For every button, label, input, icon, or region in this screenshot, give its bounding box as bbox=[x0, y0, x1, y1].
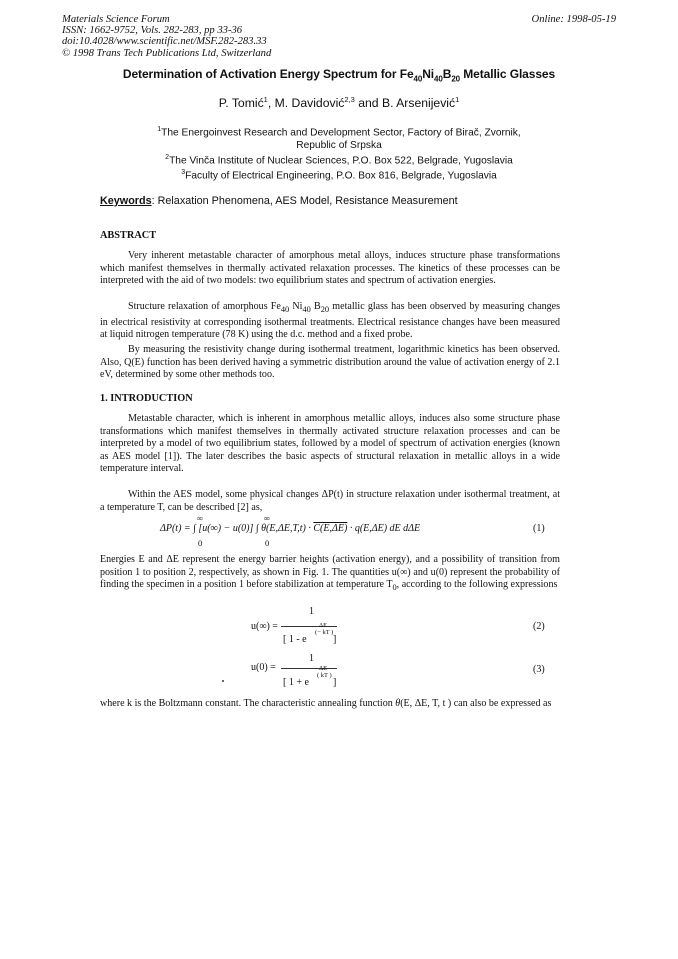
copyright-line: © 1998 Trans Tech Publications Ltd, Switzerland bbox=[62, 47, 272, 59]
paper-title: Determination of Activation Energy Spectrum for $Fe_{40}Ni_{40}B_{20}$ Metallic Glasses bbox=[122, 67, 556, 84]
online-date: Online: 1998-05-19 bbox=[531, 14, 616, 25]
author-name: B. Arsenijević bbox=[381, 96, 456, 111]
keywords-label: Keywords bbox=[100, 195, 152, 207]
equation-1-number: (1) bbox=[533, 523, 545, 534]
journal-name: Materials Science Forum bbox=[62, 14, 170, 25]
author-list: P. Tomić$^1$, M. Davidović$^{2,3}$ and B. Arsenijević$^1$ bbox=[218, 95, 460, 111]
intro-paragraph-4: where k is the Boltzmann constant. The characteristic annealing function θ(E, ΔE, T, t ) can also be expressed as bbox=[100, 698, 552, 709]
intro-paragraph-2: Within the AES model, some physical changes ΔP(t) in structure relaxation under isothermal treatment, at a temperature T, can be described [2] as, bbox=[100, 489, 560, 513]
issn-line: ISSN: 1662-9752, Vols. 282-283, pp 33-36 bbox=[62, 25, 243, 37]
keywords-text: : Relaxation Phenomena, AES Model, Resistance Measurement bbox=[151, 195, 458, 207]
affiliation-1: $^1$The Energoinvest Research and Development Sector, Factory of Birač, Zvornik, Republic of Srpska bbox=[157, 126, 521, 152]
equation-1-body: ΔP(t) = ∫ [u(∞) − u(0)] ∫ θ(E,ΔE,T,t) · C(E,ΔE) · q(E,ΔE) dE dΔE bbox=[160, 523, 421, 534]
journal-header bbox=[62, 14, 482, 59]
keywords bbox=[100, 195, 458, 207]
abstract-paragraph-3: By measuring the resistivity change during isothermal treatment, logarithmic kinetics has been observed. Also, Q(E) function has been derived having a symmetric distribution around the value of activation energy of 2.1 eV, determined by some other methods too. bbox=[100, 344, 560, 381]
affiliation-2: $^2$The Vinča Institute of Nuclear Sciences, P.O. Box 522, Belgrade, Yugoslavia bbox=[165, 154, 513, 167]
abstract-paragraph-2: Structure relaxation of amorphous $Fe_{40}$ $Ni_{40}$ $B_{20}$ metallic glass has been observed by measuring changes in electrical resistivity at corresponding isothermal treatments. Electrical resistance changes have been measured at liquid nitrogen temperature (78 K) using the d.c. method and a fixed probe. bbox=[100, 301, 561, 341]
intro-paragraph-3: Energies E and ΔE represent the energy barrier heights (activation energy), and a possibility of transition from position 1 to position 2, respectively, as shown in Fig. 1. The quantities u(∞) and u(0) represent the probability of finding the specimen in a position 1 before stabilization at temperature $T_0$, according to the following expressions bbox=[100, 554, 560, 593]
abstract-paragraph-1: Very inherent metastable character of amorphous metal alloys, induces structure phase transformations which manifest themselves in thermally activated relaxation processes. The kinetics of these processes can be interpreted with the aid of two models: two equilibrium states and spectrum of activation energies. bbox=[100, 250, 560, 287]
equation-2-number: (2) bbox=[533, 621, 545, 632]
intro-paragraph-1: Metastable character, which is inherent in amorphous metallic alloys, induces also some structure phase transformations which manifest themselves in thermally activated structure relaxation processes and can be interpreted by a model of two equilibrium states, followed by a model of spectrum of activation energies (known as AES model [1]). The later describes the basic aspects of structural relaxation in metallic alloys in a wide temperature interval. bbox=[100, 413, 560, 475]
affiliation-3: $^3$Faculty of Electrical Engineering, P.O. Box 816, Belgrade, Yugoslavia bbox=[181, 169, 497, 182]
equation-3-number: (3) bbox=[533, 664, 545, 675]
stray-dot bbox=[222, 680, 224, 682]
author-name: M. Davidović bbox=[274, 96, 345, 111]
paper-page: Materials Science Forum ISSN: 1662-9752, Vols. 282-283, pp 33-36 doi:10.4028/www.scientific.net/MSF.282-283.33 © 1998 Trans Tech Publications Ltd, Switzerland Online: 1998-05-19 Determination of Activation Energy Spectrum for $Fe_{40}Ni_{40}B_{20}$ Metallic Glasses P. Tomić$^1$, M. Davidović$^{2,3}$ and B. Arsenijević$^1$ $^1$The Energoinvest Research and Development Sector, Factory of Birač, Zvornik, Republic of Srpska $^2$The Vinča Institute of Nuclear Sciences, P.O. Box 522, Belgrade, Yugoslavia $^3$Faculty of Electrical Engineering, P.O. Box 816, Belgrade, Yugoslavia Keywords: Relaxation Phenomena, AES Model, Resistance Measurement ABSTRACT Very inherent metastable character of amorphous metal alloys, induces structure phase transformations which manifest themselves in thermally activated relaxation processes. The kinetics of these processes can be interpreted with the aid of two models: two equilibrium states and spectrum of activation energies. Structure relaxation of amorphous $Fe_{40}$ $Ni_{40}$ $B_{20}$ metallic glass has been observed by measuring changes in electrical resistivity at corresponding isothermal treatments. Electrical resistance changes have been measured at liquid nitrogen temperature (78 K) using the d.c. method and a fixed probe. By measuring the resistivity change during isothermal treatment, logarithmic kinetics has been observed. Also, Q(E) function has been derived having a symmetric distribution around the value of activation energy of 2.1 eV, determined by some other methods too. 1. INTRODUCTION Metastable character, which is inherent in amorphous metallic alloys, induces also some structure phase transformations which manifest themselves in thermally activated structure relaxation processes and can be interpreted by a model of two equilibrium states, followed by a model of spectrum of activation energies (known as AES model [1]). The later describes the basic aspects of structural relaxation in metallic alloys in a wide temperature interval. Within the AES model, some physical changes ΔP(t) in structure relaxation under isothermal treatment, at a temperature T, can be described [2] as, ∞ ∞ ΔP(t) = ∫ [u(∞) − u(0)] ∫ θ(E,ΔE,T,t) · C(E,ΔE) · q(E,ΔE) dE dΔE 0 0 (1) Energies E and ΔE represent the energy barrier heights (activation energy), and a possibility of transition from position 1 to position 2, respectively, as shown in Fig. 1. The quantities u(∞) and u(0) represent the probability of finding the specimen in a position 1 before stabilization at temperature $T_0$, according to the following expressions u(∞) = 1 [ 1 - e ΔE (− kT ) ] (2) u(0) = 1 [ 1 + e ΔE ( kT ) ] (3) where k is the Boltzmann constant. The characteristic annealing function θ(E, ΔE, T, t ) can also be expressed as bbox=[0, 0, 678, 959]
abstract-heading: ABSTRACT bbox=[100, 230, 157, 241]
introduction-heading: 1. INTRODUCTION bbox=[100, 393, 193, 404]
doi-line[interactable]: doi:10.4028/www.scientific.net/MSF.282-283.33 bbox=[62, 36, 267, 48]
author-name: P. Tomić bbox=[218, 96, 264, 111]
